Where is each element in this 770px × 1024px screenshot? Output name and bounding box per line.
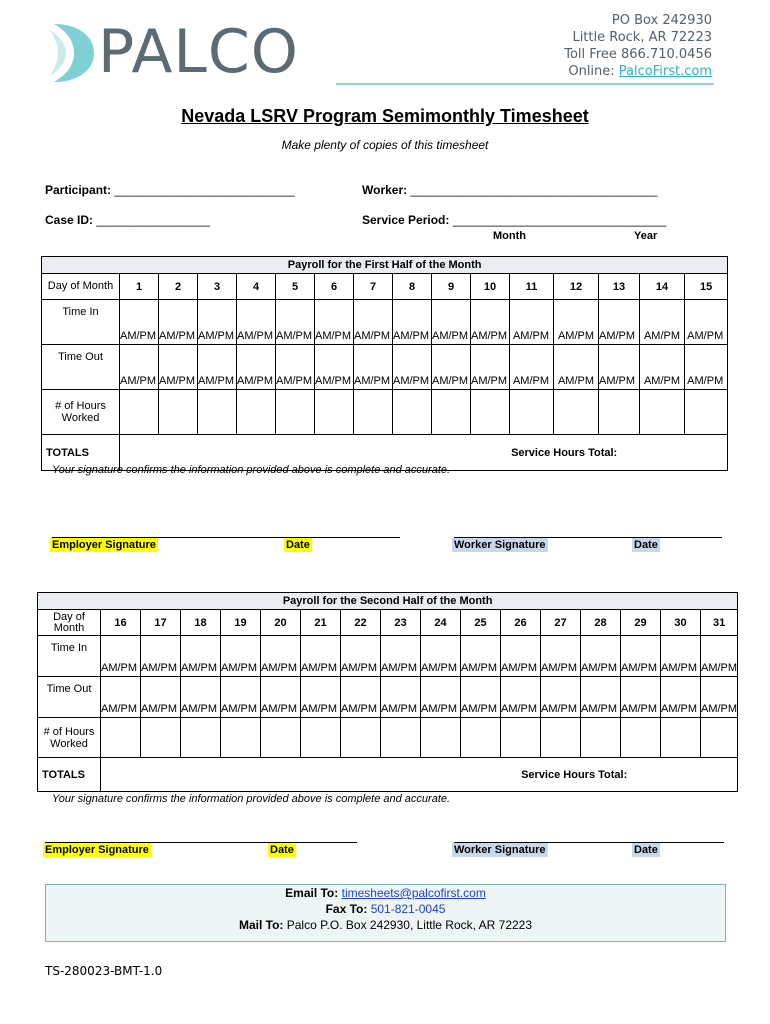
time-out-label: Time Out: [38, 677, 101, 718]
first-half-totals-label: TOTALS: [42, 435, 120, 471]
signature-note-1: Your signature confirms the information provided above is complete and accurate.: [52, 464, 451, 476]
hours-cell[interactable]: [393, 390, 432, 435]
day-number: 4: [237, 274, 276, 300]
time-in-cell[interactable]: AM/PM: [315, 300, 354, 345]
time-out-cell[interactable]: AM/PM: [685, 345, 728, 390]
day-number: 5: [276, 274, 315, 300]
time-in-cell[interactable]: AM/PM: [181, 636, 221, 677]
time-in-cell[interactable]: AM/PM: [541, 636, 581, 677]
worker-line: _____________________________________: [407, 183, 658, 197]
fax-line: [46, 901, 725, 917]
hours-cell[interactable]: [554, 390, 599, 435]
mail-address: Palco P.O. Box 242930, Little Rock, AR 72223: [286, 918, 533, 932]
header-divider: [336, 83, 714, 85]
day-number: 24: [421, 610, 461, 636]
signature-note-2: Your signature confirms the information provided above is complete and accurate.: [52, 793, 451, 805]
day-number: 2: [159, 274, 198, 300]
palco-swoosh-icon: [48, 22, 96, 84]
time-out-cell[interactable]: AM/PM: [381, 677, 421, 718]
time-in-cell[interactable]: AM/PM: [640, 300, 685, 345]
hours-cell[interactable]: [315, 390, 354, 435]
hours-cell[interactable]: [501, 718, 541, 758]
case-id-line: _________________: [93, 213, 210, 227]
time-in-cell[interactable]: AM/PM: [101, 636, 141, 677]
participant-field[interactable]: [45, 183, 295, 197]
online: [564, 63, 712, 80]
time-in-cell[interactable]: AM/PM: [554, 300, 599, 345]
time-in-cell[interactable]: AM/PM: [237, 300, 276, 345]
hours-cell[interactable]: [198, 390, 237, 435]
day-number: 12: [554, 274, 599, 300]
service-period-line: ________________________________: [449, 213, 667, 227]
second-half-title: Payroll for the Second Half of the Month: [38, 593, 738, 610]
day-number: 29: [621, 610, 661, 636]
hours-cell[interactable]: [621, 718, 661, 758]
time-out-cell[interactable]: AM/PM: [341, 677, 381, 718]
day-number: 6: [315, 274, 354, 300]
case-id-label: Case ID:: [45, 213, 94, 227]
day-number: 31: [701, 610, 738, 636]
time-out-cell[interactable]: AM/PM: [581, 677, 621, 718]
toll-free: Toll Free 866.710.0456: [564, 47, 712, 62]
day-number: 17: [141, 610, 181, 636]
time-in-cell[interactable]: AM/PM: [141, 636, 181, 677]
day-number: 10: [471, 274, 510, 300]
time-in-cell[interactable]: AM/PM: [501, 636, 541, 677]
hours-cell[interactable]: [120, 390, 159, 435]
day-of-month-label: Day of Month: [42, 274, 120, 300]
employer-date-label-1: Date: [286, 539, 310, 551]
day-number: 15: [685, 274, 728, 300]
hours-cell[interactable]: [661, 718, 701, 758]
logo-text: PALCO: [98, 17, 299, 87]
time-out-cell[interactable]: AM/PM: [640, 345, 685, 390]
time-out-cell[interactable]: AM/PM: [276, 345, 315, 390]
time-in-cell[interactable]: AM/PM: [120, 300, 159, 345]
hours-cell[interactable]: [701, 718, 738, 758]
day-number: 23: [381, 610, 421, 636]
employer-date-label-2: Date: [270, 844, 294, 856]
year-label: Year: [634, 230, 658, 242]
time-in-cell[interactable]: AM/PM: [701, 636, 738, 677]
time-in-cell[interactable]: AM/PM: [421, 636, 461, 677]
time-out-cell[interactable]: AM/PM: [461, 677, 501, 718]
po-box: PO Box 242930: [611, 13, 712, 28]
time-in-cell[interactable]: AM/PM: [581, 636, 621, 677]
employer-signature-label-1: Employer Signature: [52, 539, 156, 551]
time-out-label: Time Out: [42, 345, 120, 390]
time-in-cell[interactable]: AM/PM: [621, 636, 661, 677]
participant-line: ___________________________: [111, 183, 295, 197]
participant-label: Participant:: [45, 183, 112, 197]
email-line: [46, 885, 725, 901]
hours-cell[interactable]: [221, 718, 261, 758]
day-number: 19: [221, 610, 261, 636]
time-out-cell[interactable]: AM/PM: [159, 345, 198, 390]
palco-logo: [48, 17, 299, 87]
first-half-table: [41, 256, 728, 471]
day-number: 3: [198, 274, 237, 300]
time-out-cell[interactable]: AM/PM: [541, 677, 581, 718]
hours-cell[interactable]: [381, 718, 421, 758]
time-out-cell[interactable]: AM/PM: [141, 677, 181, 718]
day-number: 28: [581, 610, 621, 636]
hours-cell[interactable]: [341, 718, 381, 758]
day-number: 27: [541, 610, 581, 636]
day-number: 7: [354, 274, 393, 300]
fax-number: 501-821-0045: [370, 902, 446, 916]
worker-label: Worker:: [362, 183, 408, 197]
mail-line: [46, 917, 725, 933]
time-out-cell[interactable]: AM/PM: [471, 345, 510, 390]
hours-cell[interactable]: [471, 390, 510, 435]
hours-cell[interactable]: [541, 718, 581, 758]
mail-label: Mail To:: [238, 918, 284, 932]
hours-cell[interactable]: [141, 718, 181, 758]
first-half-service-total[interactable]: Service Hours Total:: [120, 435, 728, 471]
day-number: 30: [661, 610, 701, 636]
time-out-cell[interactable]: AM/PM: [393, 345, 432, 390]
time-out-cell[interactable]: AM/PM: [198, 345, 237, 390]
worker-date-label-2: Date: [634, 844, 658, 856]
time-in-cell[interactable]: AM/PM: [198, 300, 237, 345]
first-half-title: Payroll for the First Half of the Month: [42, 257, 728, 274]
time-in-cell[interactable]: AM/PM: [354, 300, 393, 345]
day-number: 11: [510, 274, 554, 300]
time-in-cell[interactable]: AM/PM: [393, 300, 432, 345]
time-out-cell[interactable]: AM/PM: [621, 677, 661, 718]
time-in-cell[interactable]: AM/PM: [381, 636, 421, 677]
day-number: 13: [599, 274, 640, 300]
service-period-label: Service Period:: [362, 213, 450, 227]
time-in-cell[interactable]: AM/PM: [471, 300, 510, 345]
email-link[interactable]: timesheets@palcofirst.com: [341, 886, 486, 900]
contact-block: [564, 12, 712, 80]
time-in-cell[interactable]: AM/PM: [261, 636, 301, 677]
worker-signature-label-2: Worker Signature: [454, 844, 546, 856]
hours-cell[interactable]: [461, 718, 501, 758]
day-number: 1: [120, 274, 159, 300]
time-out-cell[interactable]: AM/PM: [261, 677, 301, 718]
time-out-cell[interactable]: AM/PM: [432, 345, 471, 390]
hours-worked-label: # of Hours Worked: [38, 718, 101, 758]
email-label: Email To:: [285, 886, 339, 900]
time-in-cell[interactable]: AM/PM: [221, 636, 261, 677]
time-out-cell[interactable]: AM/PM: [301, 677, 341, 718]
day-number: 22: [341, 610, 381, 636]
online-label: Online:: [568, 64, 619, 79]
day-number: 9: [432, 274, 471, 300]
time-out-cell[interactable]: AM/PM: [101, 677, 141, 718]
time-in-label: Time In: [38, 636, 101, 677]
hours-worked-label: # of Hours Worked: [42, 390, 120, 435]
day-number: 16: [101, 610, 141, 636]
employer-signature-label-2: Employer Signature: [45, 844, 149, 856]
time-out-cell[interactable]: AM/PM: [421, 677, 461, 718]
hours-cell[interactable]: [510, 390, 554, 435]
hours-cell[interactable]: [599, 390, 640, 435]
time-in-cell[interactable]: AM/PM: [461, 636, 501, 677]
fax-label: Fax To:: [325, 902, 368, 916]
time-out-cell[interactable]: AM/PM: [554, 345, 599, 390]
second-half-table: [37, 592, 738, 792]
time-out-cell[interactable]: AM/PM: [501, 677, 541, 718]
time-in-cell[interactable]: AM/PM: [159, 300, 198, 345]
day-number: 25: [461, 610, 501, 636]
worker-field[interactable]: [362, 183, 657, 197]
hours-cell[interactable]: [181, 718, 221, 758]
city: Little Rock, AR 72223: [572, 30, 712, 45]
day-number: 18: [181, 610, 221, 636]
hours-cell[interactable]: [276, 390, 315, 435]
time-in-cell[interactable]: AM/PM: [510, 300, 554, 345]
time-in-cell[interactable]: AM/PM: [599, 300, 640, 345]
time-in-cell[interactable]: AM/PM: [685, 300, 728, 345]
time-in-cell[interactable]: AM/PM: [276, 300, 315, 345]
website-link[interactable]: PalcoFirst.com: [618, 64, 712, 79]
service-period-field[interactable]: [362, 213, 666, 227]
worker-signature-label-1: Worker Signature: [454, 539, 546, 551]
worker-date-label-1: Date: [634, 539, 658, 551]
time-in-label: Time In: [42, 300, 120, 345]
day-of-month-label: Day of Month: [38, 610, 101, 636]
form-id: TS-280023-BMT-1.0: [45, 964, 163, 978]
hours-cell[interactable]: [354, 390, 393, 435]
hours-cell[interactable]: [432, 390, 471, 435]
time-in-cell[interactable]: AM/PM: [661, 636, 701, 677]
page-title: Nevada LSRV Program Semimonthly Timesheet: [181, 106, 589, 126]
time-out-cell[interactable]: AM/PM: [354, 345, 393, 390]
day-number: 8: [393, 274, 432, 300]
hours-cell[interactable]: [421, 718, 461, 758]
hours-cell[interactable]: [301, 718, 341, 758]
second-half-service-total[interactable]: Service Hours Total:: [101, 758, 738, 792]
time-out-cell[interactable]: AM/PM: [661, 677, 701, 718]
hours-cell[interactable]: [101, 718, 141, 758]
time-out-cell[interactable]: AM/PM: [120, 345, 159, 390]
second-half-totals-label: TOTALS: [38, 758, 101, 792]
time-out-cell[interactable]: AM/PM: [181, 677, 221, 718]
case-id-field[interactable]: [45, 213, 210, 227]
hours-cell[interactable]: [237, 390, 276, 435]
hours-cell[interactable]: [685, 390, 728, 435]
day-number: 14: [640, 274, 685, 300]
time-in-cell[interactable]: AM/PM: [341, 636, 381, 677]
hours-cell[interactable]: [640, 390, 685, 435]
time-in-cell[interactable]: AM/PM: [432, 300, 471, 345]
day-number: 21: [301, 610, 341, 636]
hours-cell[interactable]: [159, 390, 198, 435]
time-out-cell[interactable]: AM/PM: [599, 345, 640, 390]
day-number: 20: [261, 610, 301, 636]
hours-cell[interactable]: [261, 718, 301, 758]
time-out-cell[interactable]: AM/PM: [237, 345, 276, 390]
time-out-cell[interactable]: AM/PM: [221, 677, 261, 718]
page-subtitle: Make plenty of copies of this timesheet: [281, 138, 489, 152]
time-out-cell[interactable]: AM/PM: [510, 345, 554, 390]
submission-box: [45, 884, 726, 942]
time-in-cell[interactable]: AM/PM: [301, 636, 341, 677]
time-out-cell[interactable]: AM/PM: [315, 345, 354, 390]
time-out-cell[interactable]: AM/PM: [701, 677, 738, 718]
hours-cell[interactable]: [581, 718, 621, 758]
day-number: 26: [501, 610, 541, 636]
month-label: Month: [493, 230, 526, 242]
